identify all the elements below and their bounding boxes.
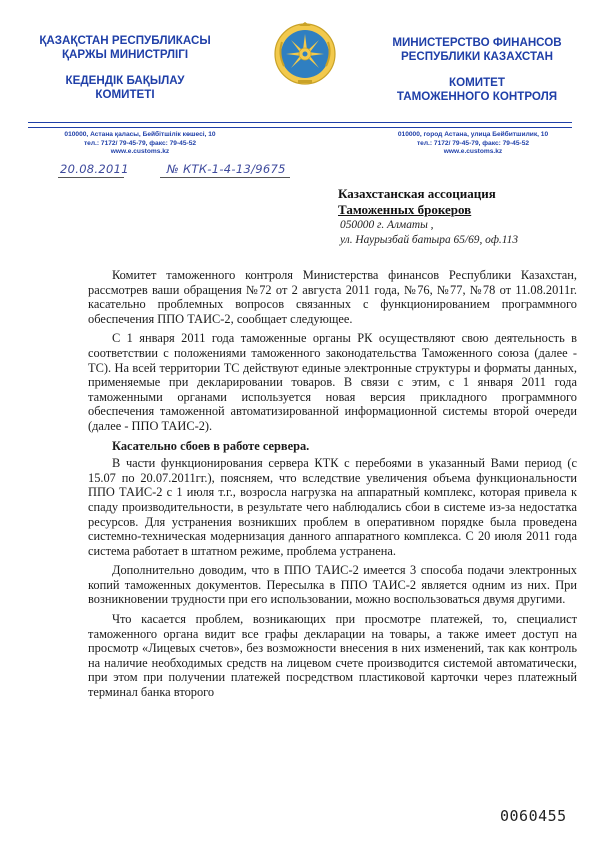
recipient-name-line1: Казахстанская ассоциация (338, 186, 496, 201)
body-paragraph-4: Дополнительно доводим, что в ППО ТАИС-2 имеется 3 способа подачи электронных копий таможенных документов. Пересылка в ППО ТАИС-2 является одним из них. При возникновении трудности при его использовании, можно воспользоваться двумя другими. (88, 563, 577, 607)
body-paragraph-2: С 1 января 2011 года таможенные органы РК осуществляют свою деятельность в соответствии с положениями таможенного законодательства Таможенного союза (далее - ТС). На всей территории ТС действуют единые электронные структуры и форматы данных, применяемые при декларировании товаров. В связи с этим, с 1 января 2011 года таможенными органами используется новая версия прикладного программного обеспечения таможенной автоматизированной информационной системы второй очереди (далее - ППО ТАИС-2). (88, 331, 577, 433)
body-section-heading: Касательно сбоев в работе сервера. (112, 438, 310, 453)
recipient-name-line2: Таможенных брокеров (338, 202, 472, 217)
header-left-line4: КОМИТЕТІ (95, 88, 155, 101)
header-divider-thick (28, 122, 572, 123)
registration-handwritten (60, 162, 286, 176)
header-left-line1: ҚАЗАҚСТАН РЕСПУБЛИКАСЫ (39, 34, 211, 47)
header-right-line3: КОМИТЕТ (449, 76, 505, 89)
header-divider-thin (28, 127, 572, 128)
state-emblem-icon (272, 20, 338, 86)
body-paragraph-5: Что касается проблем, возникающих при просмотре платежей, то, специалист таможенного органа видит все графы декларации на товары, а также имеет доступ на просмотр «Лицевых счетов», без возможности внесения в них изменений, так как контроль на наличие необходимых средств на лицевом счете производится системой автоматически, при этом при получении платежей посредством пластиковой карточки через платежный терминал банка второго (88, 612, 577, 700)
registration-number: КТК-1-4-13/9675 (183, 162, 286, 176)
letter-body (88, 268, 577, 705)
address-right-line2: тел.: 7172/ 79-45-79, факс: 79-45-52 (416, 139, 530, 147)
header-right-line2: РЕСПУБЛИКИ КАЗАХСТАН (400, 50, 554, 63)
document-serial-number: 0060455 (500, 807, 567, 825)
header-right (372, 36, 582, 104)
header-right-line4: ТАМОЖЕННОГО КОНТРОЛЯ (396, 90, 558, 103)
registration-number-prefix: № (166, 162, 180, 176)
address-left-line2: тел.: 7172/ 79-45-79, факс: 79-45-52 (83, 139, 197, 147)
address-left-line3: www.e.customs.kz (110, 148, 170, 155)
address-right (368, 131, 578, 157)
recipient-address-line1: 050000 г. Алматы , (340, 219, 434, 231)
recipient-address-line2: ул. Наурызбай батыра 65/69, оф.113 (340, 234, 519, 246)
body-paragraph-3: В части функционирования сервера КТК с перебоями в указанный Вами период (с 15.07 по 20.07.2011гг.), поясняем, что вследствие увеличения объема функциональности ППО ТАИС-2 с 1 июля т.г., возросла нагрузка на аппаратный комплекс, которая привела к спаду производительности, в результате чего наблюдались сбои в системе из-за недостатка ресурсов. Для устранения возникших проблем в оперативном порядке была проведена системно-техническая модернизация данного аппаратного комплекса. С 20 июля 2011 года система работает в штатном режиме, проблема устранена. (88, 456, 577, 558)
header-left-line2: ҚАРЖЫ МИНИСТРЛІГІ (61, 48, 189, 61)
address-left (40, 131, 240, 157)
number-underline (160, 177, 290, 178)
address-right-line3: www.e.customs.kz (443, 148, 503, 155)
registration-date: 20.08.2011 (60, 162, 129, 176)
address-right-line1: 010000, город Астана, улица Бейбитшилик, 10 (397, 131, 549, 138)
recipient-block (338, 186, 588, 248)
date-underline (58, 177, 124, 178)
body-paragraph-1: Комитет таможенного контроля Министерства финансов Республики Казахстан, рассмотрев ваши обращения №72 от 2 августа 2011 года, №76, №77, №78 от 11.08.2011г. касательно проблемных вопросов связанных с функционированием программного обеспечения ППО ТАИС-2, сообщает следующее. (88, 268, 577, 326)
header-left-line3: КЕДЕНДІК БАҚЫЛАУ (65, 74, 185, 87)
header-left (20, 34, 230, 102)
header-right-line1: МИНИСТЕРСТВО ФИНАНСОВ (392, 36, 562, 49)
address-left-line1: 010000, Астана қаласы, Бейбітшілік көшесі, 10 (64, 131, 216, 138)
